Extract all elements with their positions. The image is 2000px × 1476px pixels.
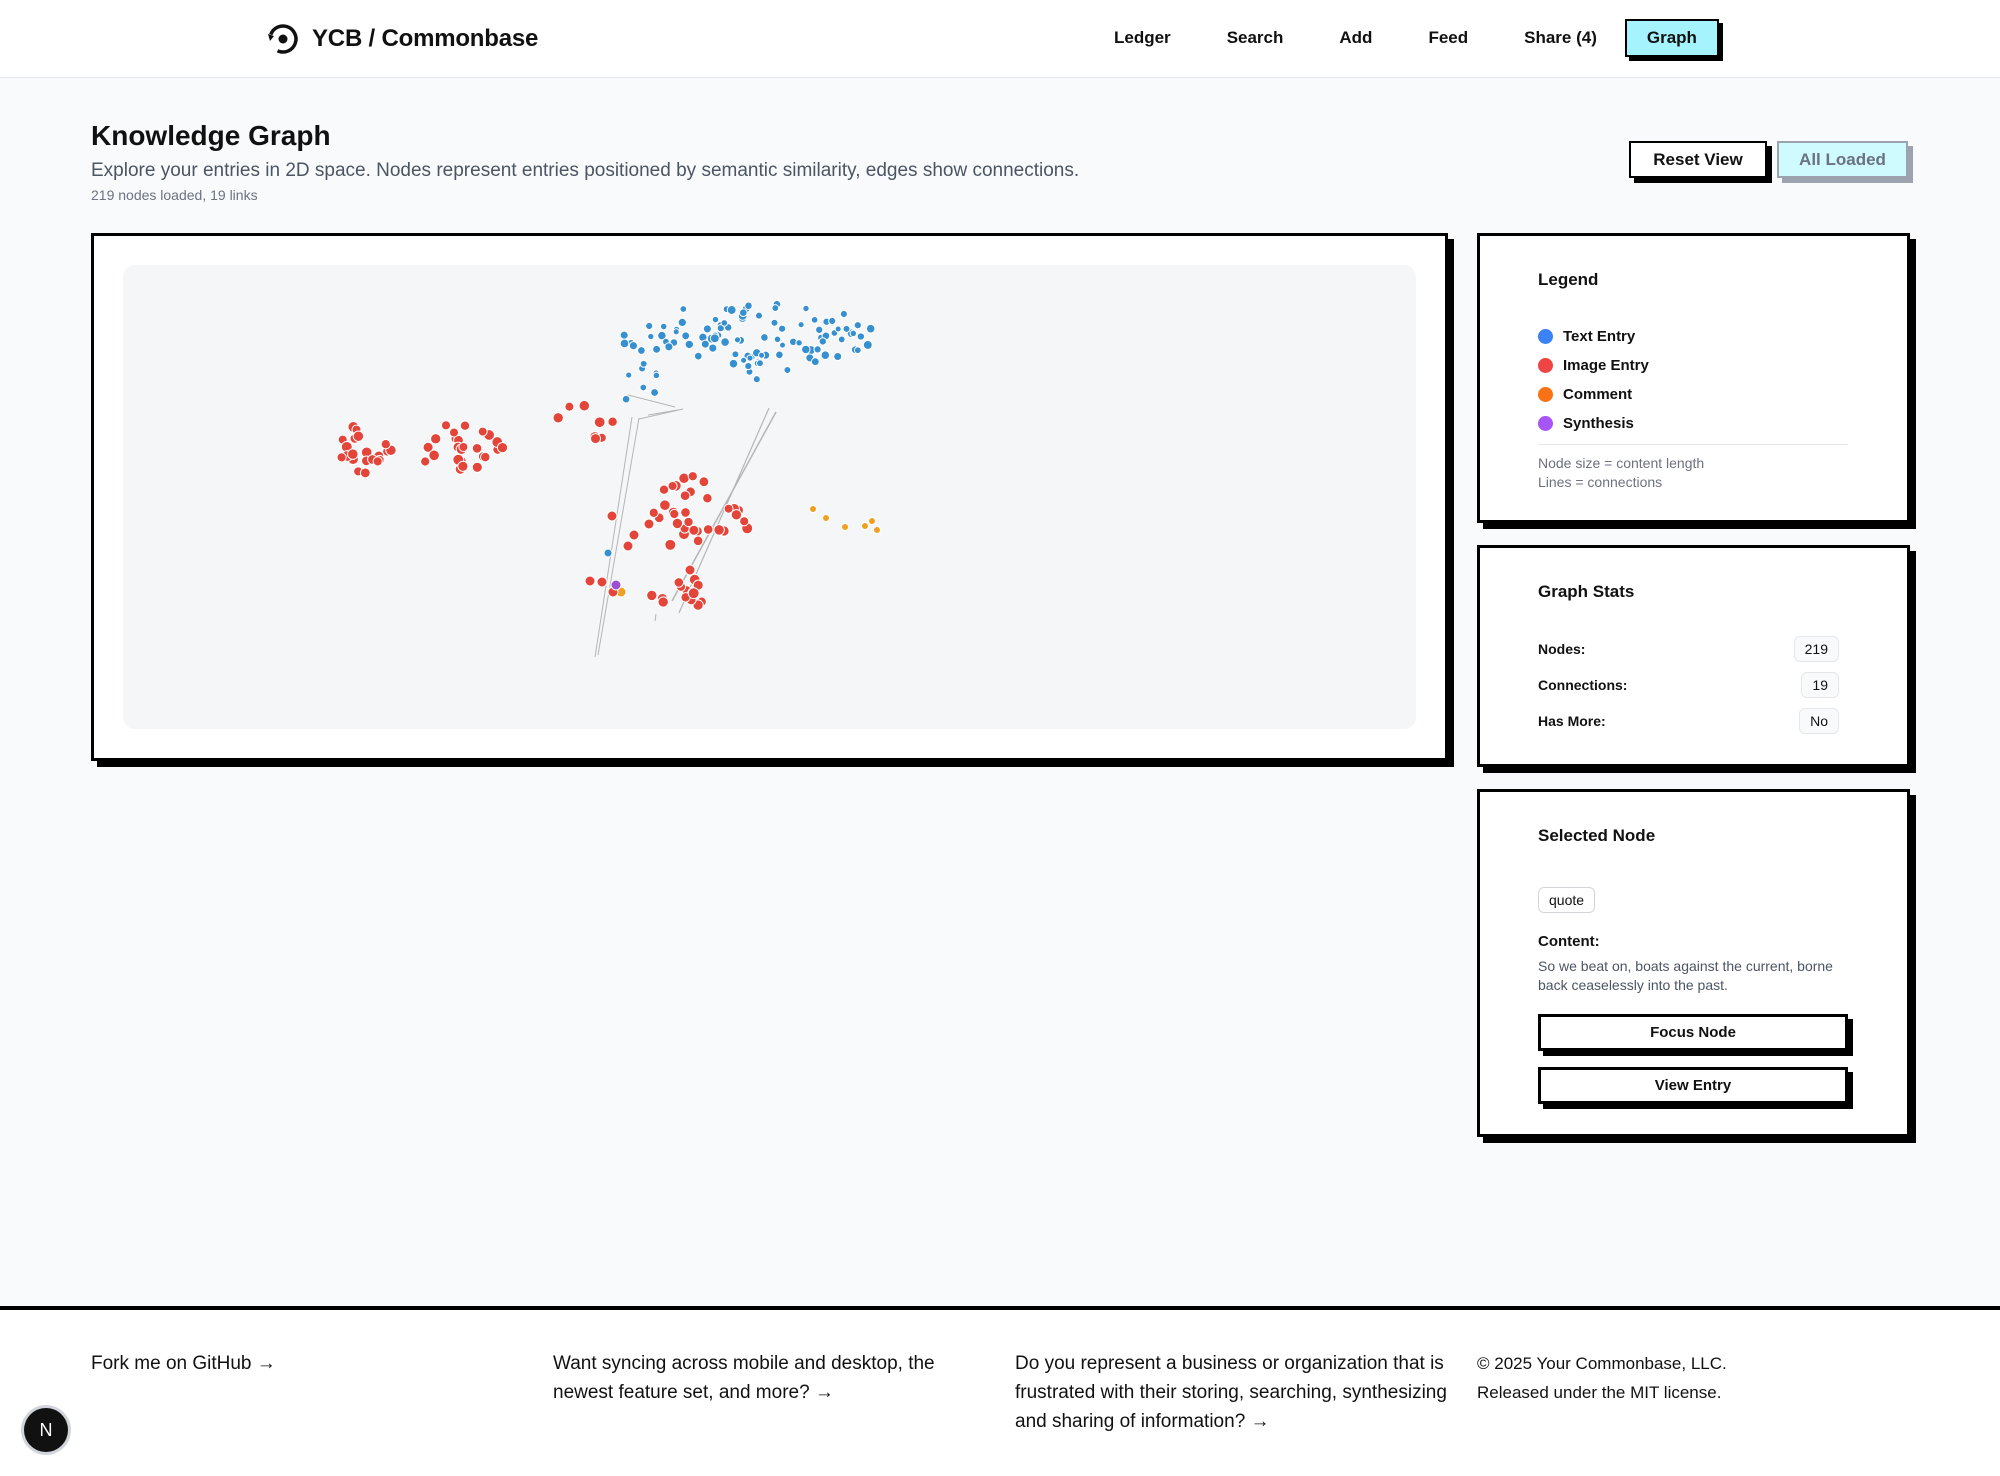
graph-node[interactable] xyxy=(778,325,785,332)
graph-node[interactable] xyxy=(835,326,841,332)
graph-node[interactable] xyxy=(651,389,659,397)
graph-node[interactable] xyxy=(734,337,740,343)
graph-node[interactable] xyxy=(747,355,753,361)
graph-node[interactable] xyxy=(721,320,728,327)
all-loaded-button: All Loaded xyxy=(1777,141,1908,178)
graph-node[interactable] xyxy=(337,453,346,462)
stat-connections-label: Connections: xyxy=(1538,677,1628,693)
graph-node[interactable] xyxy=(373,457,382,466)
graph-node[interactable] xyxy=(620,339,629,348)
graph-node[interactable] xyxy=(721,338,730,347)
graph-edge xyxy=(628,395,675,407)
graph-node[interactable] xyxy=(429,450,440,461)
nav-graph[interactable]: Graph xyxy=(1625,19,1719,57)
graph-node[interactable] xyxy=(472,444,482,454)
stat-nodes-value: 219 xyxy=(1794,636,1839,662)
graph-node[interactable] xyxy=(829,317,836,324)
nav-share[interactable]: Share (4) xyxy=(1524,28,1597,47)
graph-node[interactable] xyxy=(629,530,639,540)
graph-node[interactable] xyxy=(653,372,659,378)
graph-node[interactable] xyxy=(647,590,657,600)
legend-item-text-entry xyxy=(1538,328,1635,345)
legend-label: Text Entry xyxy=(1563,328,1636,345)
graph-node[interactable] xyxy=(604,549,612,557)
graph-node[interactable] xyxy=(755,312,762,319)
stat-connections-value: 19 xyxy=(1801,672,1839,698)
graph-node[interactable] xyxy=(353,431,363,441)
graph-node[interactable] xyxy=(681,508,691,518)
graph-node[interactable] xyxy=(838,336,845,343)
stat-has-more-value: No xyxy=(1799,708,1839,734)
graph-node[interactable] xyxy=(842,524,849,531)
graph-node[interactable] xyxy=(431,434,441,444)
graph-node[interactable] xyxy=(622,395,630,403)
graph-node[interactable] xyxy=(703,325,711,333)
graph-node[interactable] xyxy=(814,346,821,353)
commonbase-logo-icon xyxy=(266,22,300,56)
graph-node[interactable] xyxy=(843,325,850,332)
graph-node[interactable] xyxy=(590,434,600,444)
graph-node[interactable] xyxy=(869,518,876,525)
graph-node[interactable] xyxy=(611,580,621,590)
graph-node[interactable] xyxy=(665,343,673,351)
comment-dot-icon xyxy=(1538,387,1553,402)
stat-nodes-label: Nodes: xyxy=(1538,641,1586,657)
graph-node[interactable] xyxy=(668,481,677,490)
graph-edge xyxy=(648,410,678,415)
graph-node[interactable] xyxy=(798,322,804,328)
graph-node[interactable] xyxy=(701,340,709,348)
footer-business-link[interactable]: Do you represent a business or organization that is frustrated with their storing, searching, synthesizing and sharing of information? → xyxy=(1015,1353,1447,1432)
graph-node[interactable] xyxy=(771,319,778,326)
graph-edge xyxy=(655,614,656,621)
graph-node[interactable] xyxy=(421,457,430,466)
node-type-tag: quote xyxy=(1538,887,1595,913)
graph-node[interactable] xyxy=(821,351,830,360)
graph-node[interactable] xyxy=(649,508,658,517)
footer-license: Released under the MIT license. xyxy=(1477,1383,1722,1402)
graph-node[interactable] xyxy=(608,417,617,426)
legend-note-size: Node size = content length xyxy=(1538,455,1705,471)
graph-node[interactable] xyxy=(866,324,875,333)
graph-node[interactable] xyxy=(774,336,781,343)
dev-tools-badge[interactable]: N xyxy=(24,1408,68,1452)
graph-node[interactable] xyxy=(449,428,458,437)
graph-node[interactable] xyxy=(680,306,687,313)
graph-node[interactable] xyxy=(703,493,712,502)
graph-node[interactable] xyxy=(685,340,693,348)
footer-syncing-link[interactable]: Want syncing across mobile and desktop, the newest feature set, and more? → xyxy=(553,1353,935,1403)
graph-node[interactable] xyxy=(659,485,668,494)
graph-node[interactable] xyxy=(693,536,703,546)
graph-node[interactable] xyxy=(732,351,739,358)
graph-canvas[interactable] xyxy=(123,265,1416,729)
graph-node[interactable] xyxy=(709,344,717,352)
graph-node[interactable] xyxy=(660,323,667,330)
graph-node[interactable] xyxy=(623,541,633,551)
graph-node[interactable] xyxy=(703,525,713,535)
legend-title: Legend xyxy=(1538,270,1599,289)
graph-node[interactable] xyxy=(381,440,390,449)
graph-node[interactable] xyxy=(673,329,679,335)
graph-node[interactable] xyxy=(810,506,817,513)
graph-node[interactable] xyxy=(802,345,810,353)
focus-node-button[interactable]: Focus Node xyxy=(1538,1014,1848,1051)
graph-node[interactable] xyxy=(607,511,617,521)
graph-node[interactable] xyxy=(840,310,847,317)
graph-node[interactable] xyxy=(811,358,819,366)
graph-node[interactable] xyxy=(819,338,826,345)
graph-node[interactable] xyxy=(714,525,724,535)
graph-node[interactable] xyxy=(620,331,628,339)
graph-node[interactable] xyxy=(678,318,686,326)
graph-node[interactable] xyxy=(684,517,693,526)
graph-node[interactable] xyxy=(646,322,653,329)
graph-node[interactable] xyxy=(672,518,682,528)
stat-has-more-label: Has More: xyxy=(1538,713,1606,729)
footer-legal xyxy=(1477,1349,1877,1407)
graph-node[interactable] xyxy=(458,461,468,471)
page-title: Knowledge Graph xyxy=(91,120,331,151)
graph-node[interactable] xyxy=(803,305,809,311)
graph-node[interactable] xyxy=(565,402,574,411)
legend-item-image-entry xyxy=(1538,357,1649,374)
graph-edge xyxy=(595,417,632,657)
footer-copyright: © 2025 Your Commonbase, LLC. xyxy=(1477,1354,1727,1373)
graph-node[interactable] xyxy=(834,353,842,361)
content-label: Content: xyxy=(1538,933,1600,950)
graph-node[interactable] xyxy=(597,577,607,587)
graph-node[interactable] xyxy=(553,413,563,423)
graph-node[interactable] xyxy=(811,317,818,324)
graph-node[interactable] xyxy=(348,449,359,460)
graph-node[interactable] xyxy=(759,352,765,358)
brand-title: YCB / Commonbase xyxy=(312,25,539,52)
graph-node[interactable] xyxy=(481,452,490,461)
graph-node[interactable] xyxy=(761,334,769,342)
top-navbar xyxy=(0,0,2000,78)
graph-node[interactable] xyxy=(670,509,679,518)
graph-node[interactable] xyxy=(727,306,736,315)
reset-view-button[interactable]: Reset View xyxy=(1629,141,1767,178)
graph-node[interactable] xyxy=(862,523,869,530)
graph-node[interactable] xyxy=(816,326,823,333)
graph-node[interactable] xyxy=(626,372,632,378)
graph-node[interactable] xyxy=(710,334,719,343)
graph-node[interactable] xyxy=(653,345,661,353)
graph-node[interactable] xyxy=(740,517,749,526)
view-entry-button[interactable]: View Entry xyxy=(1538,1067,1848,1104)
graph-node[interactable] xyxy=(638,347,646,355)
graph-node[interactable] xyxy=(741,357,747,363)
graph-node[interactable] xyxy=(585,576,595,586)
graph-node[interactable] xyxy=(776,351,784,359)
graph-node[interactable] xyxy=(854,347,861,354)
graph-svg[interactable] xyxy=(123,265,1416,729)
image-entry-dot-icon xyxy=(1538,358,1553,373)
graph-node[interactable] xyxy=(579,400,590,411)
graph-node[interactable] xyxy=(497,442,507,452)
graph-node[interactable] xyxy=(441,421,450,430)
graph-node[interactable] xyxy=(689,525,699,535)
graph-node[interactable] xyxy=(648,333,654,339)
legend-label: Synthesis xyxy=(1563,415,1634,432)
text-entry-dot-icon xyxy=(1538,329,1553,344)
graph-node[interactable] xyxy=(629,342,637,350)
graph-node[interactable] xyxy=(753,376,760,383)
selected-node-card xyxy=(1477,789,1910,1137)
graph-node[interactable] xyxy=(796,340,802,346)
graph-node[interactable] xyxy=(644,519,654,529)
synthesis-dot-icon xyxy=(1538,416,1553,431)
legend-note-lines: Lines = connections xyxy=(1538,474,1663,490)
nav-ledger[interactable]: Ledger xyxy=(1114,28,1171,47)
content-text: So we beat on, boats against the current, borne back ceaselessly into the past. xyxy=(1538,958,1833,993)
graph-node[interactable] xyxy=(779,342,785,348)
graph-node[interactable] xyxy=(874,527,881,534)
legend-label: Image Entry xyxy=(1563,357,1649,374)
graph-node[interactable] xyxy=(460,421,469,430)
graph-node[interactable] xyxy=(688,588,699,599)
graph-node[interactable] xyxy=(682,332,690,340)
graph-panel xyxy=(91,233,1448,761)
graph-node[interactable] xyxy=(680,491,690,501)
graph-node[interactable] xyxy=(823,515,830,522)
nav-feed[interactable]: Feed xyxy=(1428,28,1469,47)
graph-node[interactable] xyxy=(640,360,647,367)
graph-node[interactable] xyxy=(665,539,676,550)
graph-node[interactable] xyxy=(594,417,605,428)
legend-item-comment xyxy=(1538,386,1632,403)
graph-stats-card xyxy=(1477,545,1910,767)
legend-divider xyxy=(1538,444,1848,445)
graph-node[interactable] xyxy=(694,352,702,360)
graph-node[interactable] xyxy=(745,302,753,310)
nav-add[interactable]: Add xyxy=(1339,28,1373,47)
graph-node[interactable] xyxy=(784,367,791,374)
page-stats-line: 219 nodes loaded, 19 links xyxy=(91,187,258,203)
graph-node[interactable] xyxy=(854,322,861,329)
graph-node[interactable] xyxy=(658,597,668,607)
legend-item-synthesis xyxy=(1538,415,1634,432)
graph-node[interactable] xyxy=(850,330,856,336)
stats-title: Graph Stats xyxy=(1538,582,1635,601)
graph-node[interactable] xyxy=(699,477,709,487)
graph-node[interactable] xyxy=(640,384,647,391)
graph-node[interactable] xyxy=(745,363,752,370)
footer-github-link[interactable]: Fork me on GitHub → xyxy=(91,1353,276,1374)
graph-node[interactable] xyxy=(688,472,697,481)
brand[interactable] xyxy=(266,22,538,56)
graph-node[interactable] xyxy=(459,442,468,451)
graph-node[interactable] xyxy=(863,340,872,349)
graph-node[interactable] xyxy=(739,309,747,317)
graph-node[interactable] xyxy=(679,473,689,483)
graph-node[interactable] xyxy=(685,565,695,575)
graph-node[interactable] xyxy=(712,316,719,323)
selected-title: Selected Node xyxy=(1538,826,1656,845)
graph-node[interactable] xyxy=(674,578,684,588)
graph-node[interactable] xyxy=(772,305,779,312)
graph-node[interactable] xyxy=(757,360,764,367)
graph-node[interactable] xyxy=(731,510,741,520)
graph-node[interactable] xyxy=(660,500,671,511)
graph-node[interactable] xyxy=(478,427,487,436)
graph-node[interactable] xyxy=(360,468,370,478)
graph-node[interactable] xyxy=(857,333,864,340)
nav-search[interactable]: Search xyxy=(1226,28,1284,47)
legend-card xyxy=(1477,233,1910,523)
page-description: Explore your entries in 2D space. Nodes represent entries positioned by semantic similarity, edges show connections. xyxy=(91,160,1080,181)
main-nav xyxy=(1100,19,1747,57)
legend-label: Comment xyxy=(1563,386,1633,403)
graph-node[interactable] xyxy=(472,462,482,472)
graph-node[interactable] xyxy=(729,359,738,368)
